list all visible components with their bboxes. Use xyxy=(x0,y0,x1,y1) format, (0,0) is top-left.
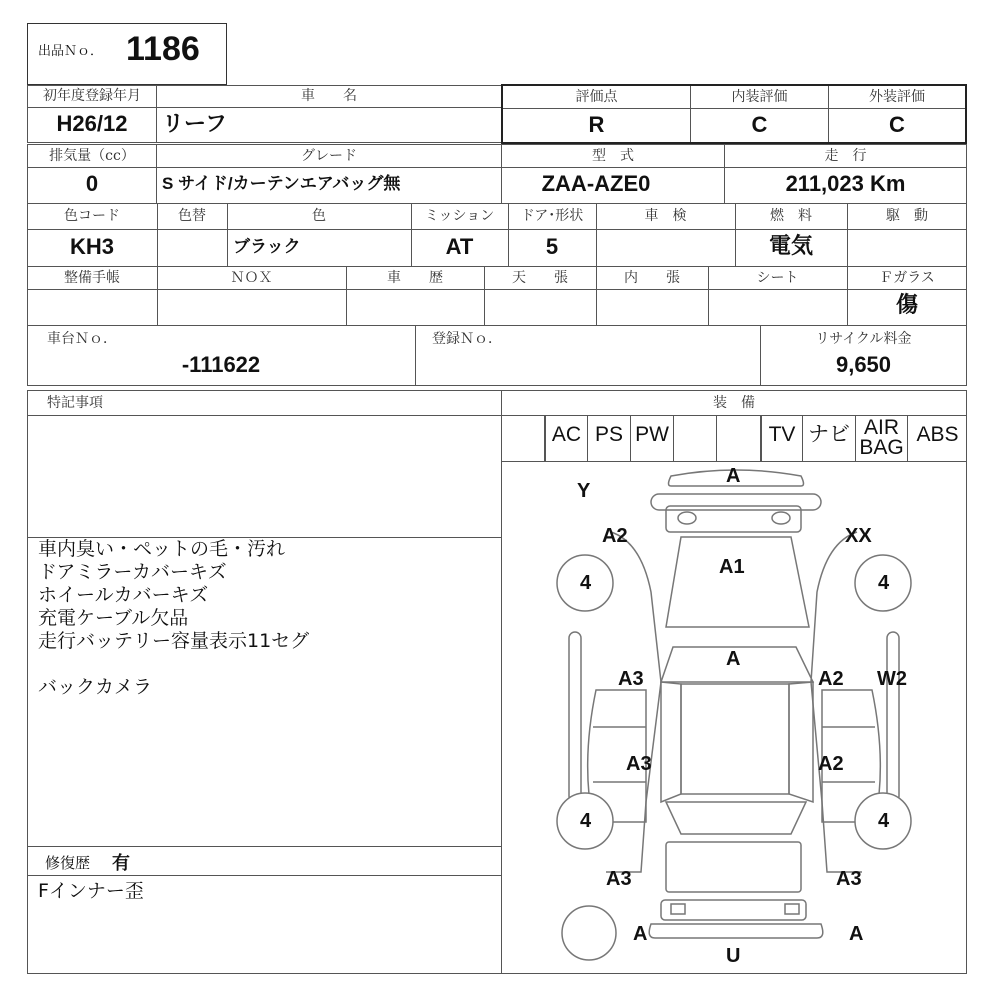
mark-right-front-door: A2 xyxy=(818,668,844,690)
recycle-value: 9,650 xyxy=(835,352,892,377)
model-value: ZAA-AZE0 xyxy=(541,171,651,196)
mission-label: ミッション xyxy=(424,208,495,224)
note-line: 車内臭い・ペットの毛・汚れ xyxy=(38,538,286,560)
color-value: ブラック xyxy=(233,237,301,256)
mark-left-front-fender: A2 xyxy=(602,525,628,547)
grade-value: S サイド/カーテンエアバッグ無 xyxy=(162,174,401,193)
fglass-value: 傷 xyxy=(895,293,918,318)
equip-blank-2 xyxy=(674,415,717,461)
notes-lines xyxy=(38,538,498,699)
equip-ac: AC xyxy=(545,415,588,461)
recycle-label: リサイクル料金 xyxy=(815,331,912,347)
lot-box xyxy=(27,23,227,85)
score-label: 評価点 xyxy=(503,86,691,109)
note-line: ホイールカバーキズ xyxy=(38,584,209,606)
mark-right-rear-door: A2 xyxy=(818,753,844,775)
mileage-value: 211,023 Km xyxy=(785,171,906,196)
repair-note: Fインナー歪 xyxy=(38,880,144,902)
mark-right-rear-fender: A3 xyxy=(836,868,862,890)
lot-number: 1186 xyxy=(126,30,200,68)
nox-label: ＮＯＸ xyxy=(230,270,273,286)
equip-ps: PS xyxy=(588,415,631,461)
seat-label: シート xyxy=(756,270,799,286)
reg-value: H26/12 xyxy=(56,111,128,136)
disp-value: 0 xyxy=(85,171,99,196)
interior-value: C xyxy=(691,108,829,142)
roof-label: 天 張 xyxy=(512,270,568,286)
equip-pw: PW xyxy=(631,415,674,461)
interior-label: 内装評価 xyxy=(691,86,829,109)
mark-left-rear-bumper: A xyxy=(633,923,648,945)
record-label: 整備手帳 xyxy=(64,270,120,286)
mark-left-front-tire: 4 xyxy=(580,572,592,594)
name-value: リーフ xyxy=(162,111,227,136)
mark-right-rear-bumper: A xyxy=(849,923,864,945)
car-diagram xyxy=(501,462,967,974)
color-code-value: KH3 xyxy=(69,234,114,259)
mark-left-rear-door: A3 xyxy=(626,753,652,775)
door-label: ドア･形状 xyxy=(520,208,584,224)
mark-right-front-corner: XX xyxy=(845,525,872,547)
mark-right-front-tire: 4 xyxy=(878,572,890,594)
chassis-value: -111622 xyxy=(181,352,261,377)
equip-abs: ABS xyxy=(916,423,959,446)
mark-left-front-corner: Y xyxy=(577,480,591,502)
fuel-value: 電気 xyxy=(768,234,813,259)
mark-hood: A1 xyxy=(719,556,745,578)
disp-label: 排気量（cc） xyxy=(27,145,157,168)
color-label: 色 xyxy=(312,208,326,224)
note-line: 走行バッテリー容量表示11セグ xyxy=(38,630,310,652)
mark-roof: A xyxy=(726,648,741,670)
note-line xyxy=(38,653,498,676)
fglass-label: Ｆガラス xyxy=(879,270,935,286)
fuel-label: 燃 料 xyxy=(770,208,812,224)
equip-airbag: AIR BAG xyxy=(856,415,908,461)
equip-tv: TV xyxy=(761,415,803,461)
score-value: R xyxy=(503,108,691,142)
equip-navi: ナビ xyxy=(803,415,856,461)
mark-left-rear-tire: 4 xyxy=(580,810,592,832)
mark-rear-bumper: U xyxy=(726,945,741,967)
equip-blank-3 xyxy=(717,415,761,461)
inner-label: 内 張 xyxy=(624,270,680,286)
history-label: 車 歴 xyxy=(387,270,443,286)
color-code-label: 色コード xyxy=(64,208,120,224)
note-line: バックカメラ xyxy=(38,676,153,698)
mileage-label: 走 行 xyxy=(724,145,967,168)
model-label: 型 式 xyxy=(501,145,725,168)
inspection-label: 車 検 xyxy=(644,208,687,224)
name-label: 車 名 xyxy=(156,85,502,108)
mark-left-rear-fender: A3 xyxy=(606,868,632,890)
mark-front-bumper: A xyxy=(726,465,741,487)
note-line: ドアミラーカバーキズ xyxy=(38,561,227,583)
reg-label: 初年度登録年月 xyxy=(27,85,157,108)
notes-label: 特記事項 xyxy=(47,395,103,411)
chassis-label: 車台Ｎｏ． xyxy=(47,331,117,347)
grade-label: グレード xyxy=(156,145,502,168)
drive-label: 駆 動 xyxy=(886,208,928,224)
mission-value: AT xyxy=(445,234,474,259)
door-value: 5 xyxy=(545,234,559,259)
equip-blank xyxy=(501,415,545,461)
repair-value: 有 xyxy=(112,853,130,874)
mark-left-front-door: A3 xyxy=(618,668,644,690)
regno-label: 登録Ｎｏ． xyxy=(432,331,502,347)
exterior-label: 外装評価 xyxy=(829,86,965,109)
repaint-label: 色替 xyxy=(178,208,206,224)
equipment-label: 装 備 xyxy=(713,395,755,411)
lot-label: 出品Ｎｏ． xyxy=(38,44,104,59)
exterior-value: C xyxy=(889,112,905,137)
mark-right-rear-tire: 4 xyxy=(878,810,890,832)
note-line: 充電ケーブル欠品 xyxy=(38,607,189,629)
mark-right-mirror: W2 xyxy=(877,668,907,690)
repair-label: 修復歴 xyxy=(45,854,91,872)
